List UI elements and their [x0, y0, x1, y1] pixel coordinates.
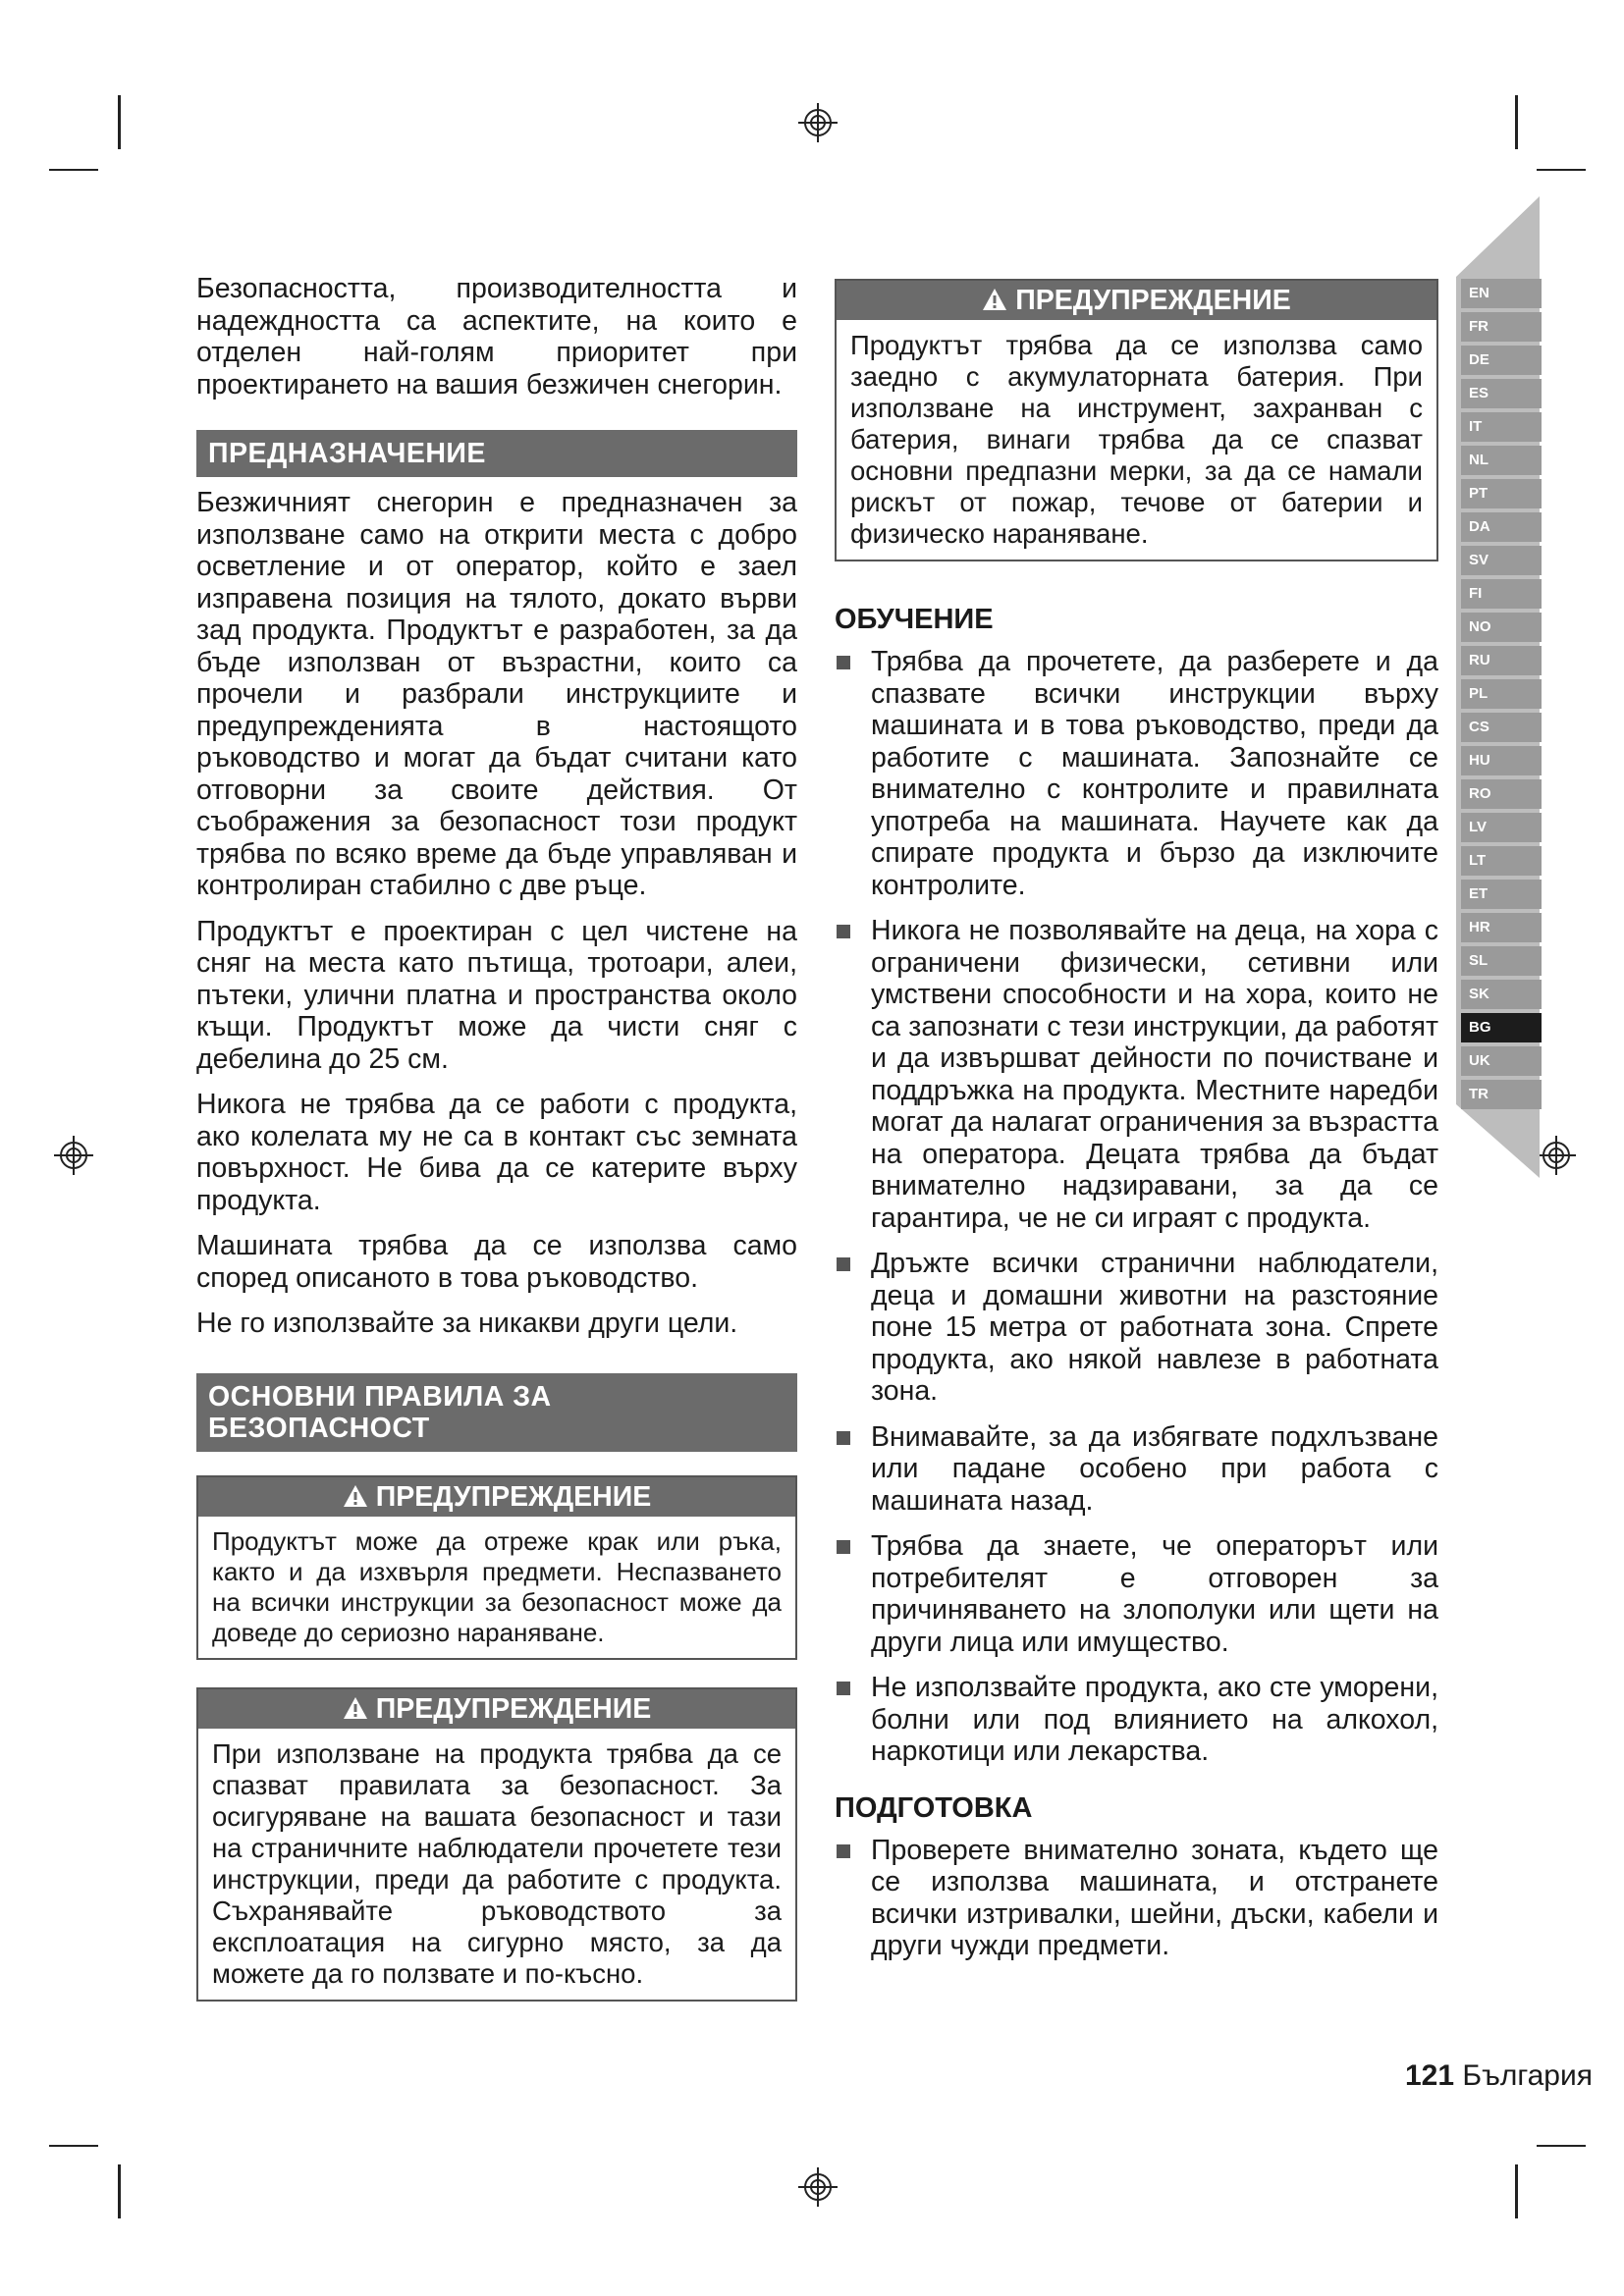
- language-tab-pl: PL: [1461, 679, 1542, 709]
- language-tab-cs: CS: [1461, 713, 1542, 742]
- crop-mark: [1537, 169, 1586, 171]
- bullet-square-icon: [837, 1682, 850, 1695]
- warning-triangle-icon: [982, 288, 1007, 311]
- crop-mark: [1537, 2145, 1586, 2147]
- page-footer: [1405, 2059, 1593, 2093]
- language-tab-ro: RO: [1461, 779, 1542, 809]
- warning-text: При използване на продукта трябва да се спазват правилата за безопасност. За осигуряване на вашата безопасност и тази на страничните наблюдатели прочетете тези инструкции, преди да работите с продукта. Съхранявайте ръководството за експлоатация на сигурно място, за да можете да го ползвате и по-късно.: [212, 1737, 782, 1989]
- warning-header: [198, 1689, 795, 1729]
- crop-mark: [1515, 95, 1518, 149]
- crop-mark: [118, 2164, 121, 2218]
- warning-text: Продуктът трябва да се използва само заедно с акумулаторната батерия. При използване на инструмент, захранван с батерия, винаги трябва да се спазват основни предпазни мерки, за да се намали рискът от пожар, течове от батерии и физическо нараняване.: [850, 330, 1423, 549]
- warning-box: [196, 1475, 797, 1660]
- purpose-paragraph: Продуктът е проектиран с цел чистене на сняг на места като пътища, тротоари, алеи, пътеки, улични платна и пространства около къщи. Продуктът може да чисти сняг с дебелина до 25 см.: [196, 915, 797, 1075]
- list-item: Трябва да прочетете, да разберете и да спазвате всички инструкции върху машината и в това ръководство, преди да работите с машината. Запознайте се внимателно с контролите и правилната употреба на машината. Научете как да спирате продукта и бързо да изключите контролите.: [835, 646, 1438, 901]
- purpose-paragraph: Безжичният снегорин е предназначен за използване само на открити места с добро осветление и от оператор, който е заел изправена позиция на тялото, докато върви зад продукта. Продуктът е разработен, за да бъде използван от възрастни, които са прочели и разбрали инструкциите и предупрежденията в настоящото ръководство и могат да бъдат считани като отговорни за своите действия. От съображения за безопасност този продукт трябва по всяко време да бъде управляван и контролиран стабилно с две ръце.: [196, 487, 797, 901]
- list-item: Внимавайте, за да избягвате подхлъзване или падане особено при работа с машината назад.: [835, 1421, 1438, 1518]
- warning-triangle-icon: [343, 1696, 368, 1720]
- bullet-square-icon: [837, 1844, 850, 1858]
- warning-header: [837, 281, 1436, 320]
- bullet-square-icon: [837, 1540, 850, 1554]
- intro-paragraph: Безопасността, производителността и надеждността са аспектите, на които е отделен най-голям приоритет при проектирането на вашия безжичен снегорин.: [196, 273, 797, 400]
- country-label: България: [1462, 2059, 1593, 2092]
- registration-mark-icon: [798, 103, 838, 142]
- warning-title: ПРЕДУПРЕЖДЕНИЕ: [375, 1480, 652, 1513]
- language-tab-ru: RU: [1461, 646, 1542, 675]
- language-tab-sv: SV: [1461, 546, 1542, 575]
- language-tab-es: ES: [1461, 379, 1542, 408]
- warning-text: Продуктът може да отреже крак или ръка, както и да изхвърля предмети. Неспазването на всички инструкции за безопасност може да доведе до сериозно нараняване.: [212, 1525, 782, 1647]
- language-tab-sk: SK: [1461, 980, 1542, 1009]
- left-column: [196, 273, 797, 2002]
- purpose-paragraph: Не го използвайте за никакви други цели.: [196, 1308, 738, 1339]
- list-item: Дръжте всички странични наблюдатели, деца и домашни животни на разстояние поне 15 метра от работната зона. Спрете продукта, ако някой навлезе в работната зона.: [835, 1248, 1438, 1408]
- list-item: Не използвайте продукта, ако сте уморени, болни или под влиянието на алкохол, наркотици или лекарства.: [835, 1672, 1438, 1768]
- warning-title: ПРЕДУПРЕЖДЕНИЕ: [1015, 285, 1291, 316]
- purpose-paragraph: Машината трябва да се използва само според описаното в това ръководство.: [196, 1230, 797, 1294]
- registration-mark-icon: [54, 1136, 93, 1175]
- language-tab-lv: LV: [1461, 813, 1542, 842]
- language-tab-lt: LT: [1461, 846, 1542, 876]
- bullet-square-icon: [837, 1257, 850, 1271]
- list-item: Никога не позволявайте на деца, на хора с ограничени физически, сетивни или умствени способности и на хора, които не са запознати с тези инструкции, да работят и да извършват дейности по почистване и поддръжка на продукта. Местните наредби могат да налагат ограничения за възрастта на оператора. Децата трябва да бъдат внимателно надзиравани, за да се гарантира, че не си играят с продукта.: [835, 915, 1438, 1234]
- language-tab-nl: NL: [1461, 446, 1542, 475]
- language-tab-hr: HR: [1461, 913, 1542, 942]
- language-tab-uk: UK: [1461, 1046, 1542, 1076]
- language-tab-en: EN: [1461, 279, 1542, 308]
- purpose-paragraph: Никога не трябва да се работи с продукта, ако колелата му не са в контакт със земната повърхност. Не бива да се катерите върху продукта.: [196, 1089, 797, 1216]
- language-tab-sl: SL: [1461, 946, 1542, 976]
- bullet-square-icon: [837, 925, 850, 938]
- preparation-heading: ПОДГОТОВКА: [835, 1791, 1033, 1824]
- crop-mark: [49, 169, 98, 171]
- warning-triangle-icon: [343, 1484, 368, 1508]
- bullet-square-icon: [837, 1431, 850, 1445]
- training-list: [835, 646, 1438, 1768]
- warning-title: ПРЕДУПРЕЖДЕНИЕ: [375, 1692, 652, 1725]
- purpose-heading: ПРЕДНАЗНАЧЕНИЕ: [196, 430, 797, 477]
- language-tab-tr: TR: [1461, 1080, 1542, 1109]
- page-number: 121: [1404, 2059, 1455, 2092]
- crop-mark: [49, 2145, 98, 2147]
- warning-box: [835, 279, 1438, 561]
- language-tab-bg: BG: [1461, 1013, 1542, 1042]
- safety-heading-line1: ОСНОВНИ ПРАВИЛА ЗА: [208, 1380, 552, 1413]
- crop-mark: [1515, 2164, 1518, 2218]
- registration-mark-icon: [798, 2167, 838, 2207]
- list-item: Трябва да знаете, че операторът или потребителят е отговорен за причиняването на злополуки или щети на други лица или имущество.: [835, 1530, 1438, 1658]
- preparation-list: [835, 1835, 1438, 1962]
- warning-header: [198, 1477, 795, 1517]
- language-tab-et: ET: [1461, 880, 1542, 909]
- safety-heading-line2: БЕЗОПАСНОСТ: [208, 1412, 430, 1444]
- language-tab-fi: FI: [1461, 579, 1542, 609]
- warning-box: [196, 1687, 797, 2002]
- language-tab-it: IT: [1461, 412, 1542, 442]
- bullet-square-icon: [837, 656, 850, 669]
- language-tab-hu: HU: [1461, 746, 1542, 775]
- language-tab-de: DE: [1461, 346, 1542, 375]
- registration-mark-icon: [1537, 1136, 1576, 1175]
- language-tab-fr: FR: [1461, 312, 1542, 342]
- crop-mark: [118, 95, 121, 149]
- safety-heading: [196, 1373, 797, 1452]
- training-heading: ОБУЧЕНИЕ: [835, 604, 994, 635]
- list-item: Проверете внимателно зоната, където ще се използва машината, и отстранете всички изтривалки, шейни, дъски, кабели и други чужди предмети.: [835, 1835, 1438, 1962]
- right-column: [835, 273, 1438, 1976]
- language-tab-da: DA: [1461, 512, 1542, 542]
- language-tab-no: NO: [1461, 613, 1542, 642]
- language-tab-pt: PT: [1461, 479, 1542, 508]
